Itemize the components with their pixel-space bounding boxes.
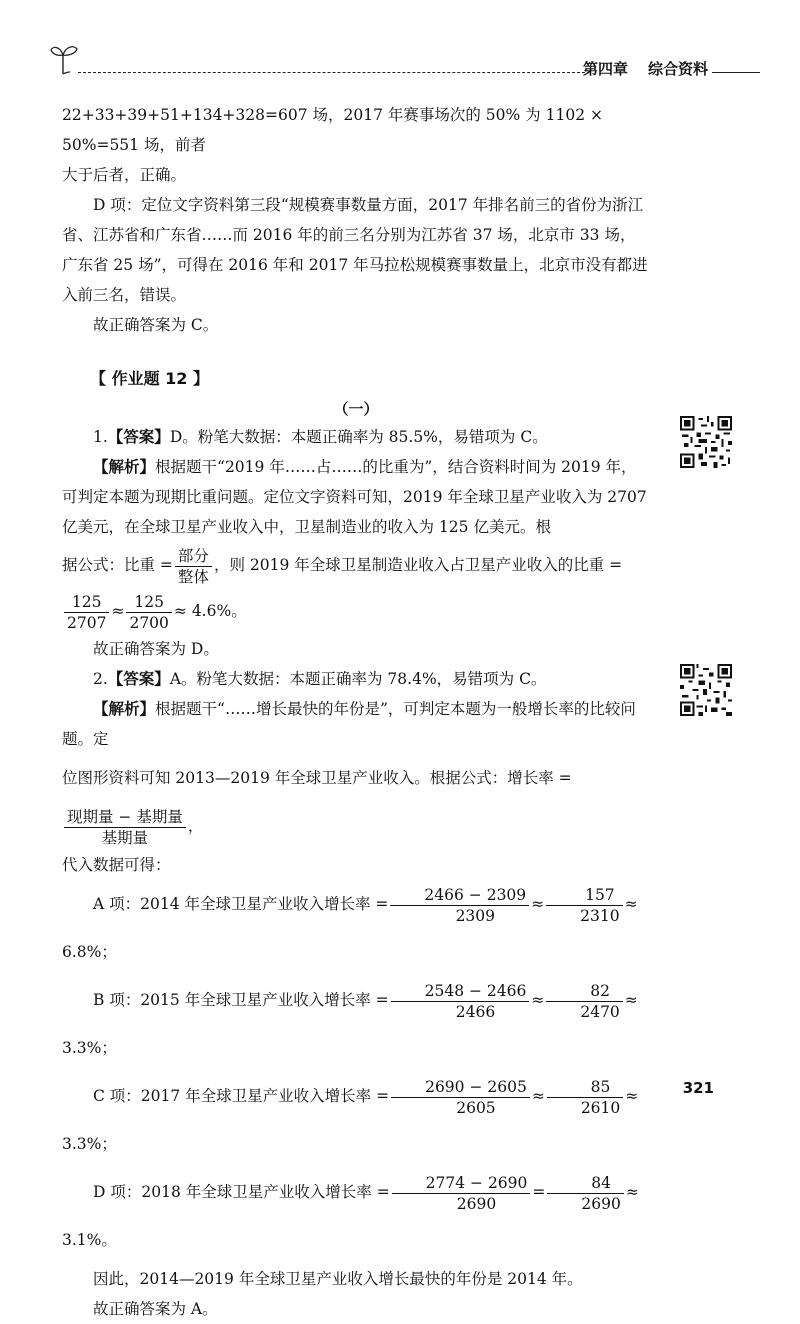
option-label: D 项：2018 年全球卫星产业收入增长率 = (93, 1183, 390, 1201)
option-c-calc (62, 1072, 650, 1168)
calc-fraction-1 (64, 592, 109, 633)
formula-end: ， (187, 817, 204, 835)
q1-number: 1. (93, 428, 108, 446)
q1-analysis (62, 452, 650, 542)
q2-answer (93, 664, 650, 694)
calc-result: ≈ 3.3%； (62, 1087, 639, 1153)
fraction-numerator: 125 (126, 592, 171, 613)
q2-number: 2. (93, 670, 108, 688)
qr-code-icon[interactable] (680, 664, 732, 716)
approx-sign: ≈ (531, 1087, 545, 1105)
approx-sign: ≈ (531, 895, 545, 913)
calc-fraction-2 (546, 981, 622, 1022)
fraction-denominator: 2605 (456, 1098, 496, 1117)
sprout-icon (50, 42, 80, 76)
calc-fraction-1 (391, 981, 530, 1022)
fraction-denominator: 2310 (580, 906, 620, 925)
conclusion: 故正确答案为 C。 (93, 316, 219, 334)
option-b-calc (62, 976, 650, 1072)
formula-suffix: ，则 2019 年全球卫星制造业收入占卫星产业收入的比重 = (213, 556, 623, 574)
calc-result: ≈ 3.3%； (62, 991, 638, 1057)
q2-analysis-text: 根据题干“……增长最快的年份是”，可判定本题为一般增长率的比较问题。定 (62, 700, 636, 748)
fraction-numerator: 2466 − 2309 (390, 885, 529, 906)
ratio-fraction (175, 546, 212, 587)
option-label: B 项：2015 年全球卫星产业收入增长率 = (93, 991, 389, 1009)
fraction-numerator: 2548 − 2466 (391, 981, 530, 1002)
therefore-line: 因此，2014—2019 年全球卫星产业收入增长最快的年份是 2014 年。 (93, 1270, 583, 1288)
fraction-denominator: 基期量 (101, 828, 149, 847)
q1-analysis-text: 根据题干“2019 年……占……的比重为”，结合资料时间为 2019 年，可判定本题为现期比重问题。定位文字资料可知，2019 年全球卫星产业收入为 2707 亿美元，在全球卫星产业收入中，卫星制造业的收入为 125 亿美元。根 (62, 458, 647, 536)
calc-fraction-2 (547, 1173, 623, 1214)
conclusion: 故正确答案为 A。 (93, 1300, 218, 1318)
qr-code-icon[interactable] (680, 416, 732, 468)
calc-fraction-1 (390, 885, 529, 926)
analysis-tag: 【解析】 (93, 700, 156, 718)
fraction-numerator: 84 (547, 1173, 623, 1194)
q2-answer-text: A。粉笔大数据：本题正确率为 78.4%，易错项为 C。 (169, 670, 547, 688)
fraction-denominator: 2610 (580, 1098, 621, 1117)
q2-analysis (62, 694, 650, 754)
option-label: C 项：2017 年全球卫星产业收入增长率 = (93, 1087, 390, 1105)
q1-calculation (62, 588, 650, 634)
q2-analysis-text-cont: 位图形资料可知 2013—2019 年全球卫星产业收入。根据公式：增长率 = (62, 769, 572, 787)
fraction-denominator: 整体 (177, 567, 209, 586)
answer-tag: 【答案】 (107, 670, 170, 688)
fraction-numerator: 85 (547, 1077, 623, 1098)
fraction-numerator: 现期量 − 基期量 (64, 807, 186, 828)
fraction-denominator: 2707 (67, 613, 107, 632)
section-label: 综合资料 (647, 60, 708, 78)
page-number: 321 (682, 1079, 714, 1097)
running-header (50, 42, 760, 78)
approx-sign: = (532, 1183, 546, 1201)
approx-sign: ≈ (531, 991, 545, 1009)
chapter-title (583, 58, 708, 79)
growth-rate-fraction (64, 807, 186, 848)
page-body (62, 100, 650, 1324)
fraction-numerator: 125 (64, 592, 109, 613)
option-label: A 项：2014 年全球卫星产业收入增长率 = (93, 895, 389, 913)
calc-fraction-2 (547, 1077, 623, 1118)
q1-answer-text: D。粉笔大数据：本题正确率为 85.5%，易错项为 C。 (169, 428, 548, 446)
calc-fraction-2 (126, 592, 171, 633)
fraction-numerator: 2690 − 2605 (391, 1077, 530, 1098)
fraction-denominator: 2470 (580, 1002, 620, 1021)
calc-result: ≈ 4.6%。 (173, 602, 247, 620)
calc-result: ≈ 6.8%； (62, 895, 638, 961)
fraction-numerator: 部分 (175, 546, 212, 567)
calc-fraction-2 (546, 885, 622, 926)
conclusion: 故正确答案为 D。 (93, 640, 219, 658)
option-d-calc (62, 1168, 650, 1264)
option-d-explanation: D 项：定位文字资料第三段“规模赛事数量方面，2017 年排名前三的省份为浙江省、江苏省和广东省……而 2016 年的前三名分别为江苏省 37 场，北京市 33 场，广东省 25 场”，可得在 2016 年和 2017 年马拉松规模赛事数量上，北京市没有都进入前三名，错误。 (62, 196, 648, 304)
option-a-calc (62, 880, 650, 976)
paragraph: 大于后者，正确。 (62, 166, 187, 184)
calc-fraction-1 (392, 1173, 531, 1214)
fraction-numerator: 2774 − 2690 (392, 1173, 531, 1194)
answer-tag: 【答案】 (107, 428, 170, 446)
substitute-line: 代入数据可得： (62, 856, 171, 874)
chapter-label: 第四章 (582, 60, 628, 78)
formula-prefix: 据公式：比重 = (62, 556, 173, 574)
fraction-numerator: 82 (546, 981, 622, 1002)
header-dashed-rule (78, 72, 585, 73)
paragraph: 22+33+39+51+134+328=607 场，2017 年赛事场次的 50% 为 1102 × 50%=551 场，前者 (62, 106, 603, 154)
section-subtitle: （一） (333, 400, 379, 418)
fraction-denominator: 2690 (581, 1194, 621, 1213)
fraction-numerator: 157 (546, 885, 622, 906)
task-title: 【 作业题 12 】 (90, 369, 209, 388)
fraction-denominator: 2309 (455, 906, 496, 925)
calc-result: ≈ 3.1%。 (62, 1183, 639, 1249)
approx-sign: ≈ (111, 602, 125, 620)
analysis-tag: 【解析】 (93, 458, 156, 476)
q2-formula-line (62, 754, 650, 850)
q1-formula-line (62, 542, 650, 588)
header-solid-rule (712, 72, 760, 73)
fraction-denominator: 2700 (129, 613, 169, 632)
calc-fraction-1 (391, 1077, 530, 1118)
fraction-denominator: 2690 (456, 1194, 497, 1213)
q1-answer (93, 422, 650, 452)
fraction-denominator: 2466 (455, 1002, 496, 1021)
